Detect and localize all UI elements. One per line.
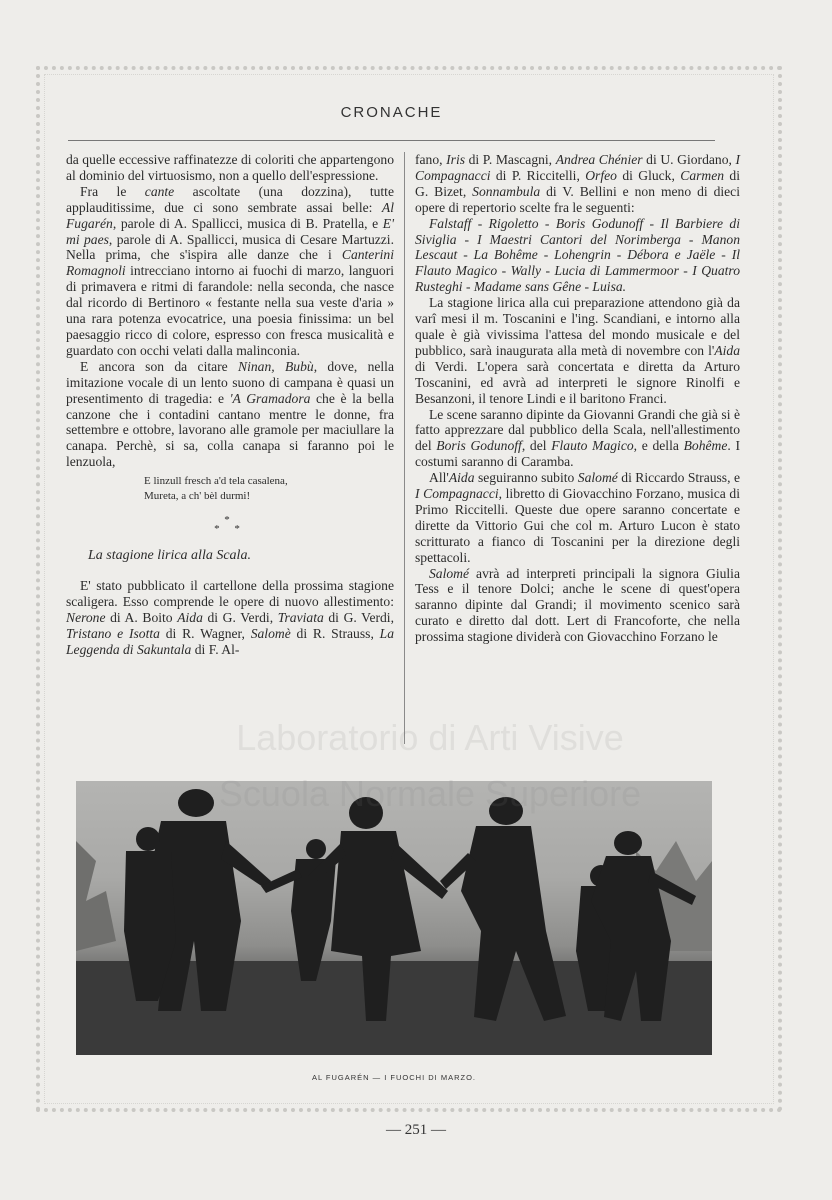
verse-quote bbox=[144, 474, 394, 504]
paragraph: Fra le cante ascoltate (una dozzina), tutte applauditissime, due ci sono sembrate assai belle: Al Fugarén, parole di A. Spallicci, musica di B. Pratella, e E' mi paes, parole di A. Spallicci, musica di Cesare Martuzzi. Nella prima, che s'ispira alle danze che i Canterini Romagnoli intrecciano intorno ai fuochi di marzo, languori di primavera e ritmi di farandole: nella seconda, che nasce dal ricordo di Bertinoro « festante nella sua veste d'aria » una rara potenza evocatrice, una poesia finissima: un bel paesaggio ricco di colore, espresso con fresca musicalità e guardato con occhi velati dalla malinconia. bbox=[66, 183, 394, 358]
right-column bbox=[415, 152, 740, 645]
column-divider bbox=[404, 152, 405, 744]
page-number: — 251 — bbox=[386, 1122, 446, 1138]
paragraph: E' stato pubblicato il cartellone della prossima stagione scaligera. Esso comprende le opere di nuovo allestimento: Nerone di A. Boito Aida di G. Verdi, Traviata di G. Verdi, Tristano e Isotta di R. Wagner, Salomè di R. Strauss, La Leggenda di Sakuntala di F. Al- bbox=[66, 578, 394, 657]
photo-caption: AL FUGARÉN — I FUOCHI DI MARZO. bbox=[311, 1073, 477, 1082]
left-column bbox=[66, 152, 394, 658]
paragraph: da quelle eccessive raffinatezze di coloriti che appartengono al dominio del virtuosismo, non a quello dell'espressione. bbox=[66, 152, 394, 183]
paragraph: La stagione lirica alla cui preparazione attendono già da varî mesi il m. Toscanini e l'ing. Scandiani, e intorno alla quale è già vivissima l'attesa del mondo musicale e del pubblico, sarà inaugurata alla metà di novembre con l'Aida di Verdi. L'opera sarà concertata e diretta da Arturo Toscanini, ed avrà ad interpreti le signore Rinolfi e Besanzoni, il tenore Lindi e il baritono Franci. bbox=[415, 295, 740, 406]
paragraph: Salomé avrà ad interpreti principali la signora Giulia Tess e il tenore Dolci; anche le scene di quest'opera saranno dipinte dal Grandi; il movimento scenico sarà curato e diretto dal dott. Lert di Francoforte, che nella prossima stagione dividerà con Giovacchino Forzano le bbox=[415, 565, 740, 645]
header-rule bbox=[68, 140, 715, 141]
watermark-line: Laboratorio di Arti Visive bbox=[236, 717, 624, 758]
asterism: * * * bbox=[214, 514, 246, 536]
paragraph: E ancora son da citare Ninan, Bubù, dove, nella imitazione vocale di un lento suono di campana è quasi un presentimento di tragedia: e 'A Gramadora che è la bella canzone che i contadini cantano mentre le donne, fra settembre e ottobre, lavorano alle gramole per maciullare la canapa. Perchè, si sa, colla canapa si faranno poi le lenzuola, bbox=[66, 358, 394, 470]
paragraph: Le scene saranno dipinte da Giovanni Grandi che già si è fatto apprezzare dal pubblico della Scala, nell'allestimento del Boris Godunoff, del Flauto Magico, e della Bohême. I costumi saranno di Caramba. bbox=[415, 406, 741, 470]
watermark-line: Scuola Normale Superiore bbox=[218, 773, 642, 814]
running-header: CRONACHE bbox=[340, 104, 443, 121]
paragraph: fano, Iris di P. Mascagni, Andrea Chénier di U. Giordano, I Compagnacci di P. Riccitelli, Orfeo di Gluck, Carmen di G. Bizet, Sonnambula di V. Bellini e non meno di dieci opere di repertorio scelte fra le seguenti: bbox=[415, 152, 741, 215]
section-title: La stagione lirica alla Scala. bbox=[88, 548, 251, 564]
verse-line: Mureta, a ch' bèl durmi! bbox=[144, 490, 251, 503]
verse-line: E linzull fresch a'd tela casalena, bbox=[144, 475, 288, 488]
photograph-dancers-around-fire bbox=[76, 781, 712, 1055]
repertoire-list: Falstaff - Rigoletto - Boris Godunoff - Il Barbiere di Siviglia - I Maestri Cantori del Norimberga - Manon Lescaut - La Bohême - Lohengrin - Débora e Jaële - Il Flauto Magico - Wally - Lucia di Lammermoor - I Quatro Rusteghi - Madame sans Gêne - Luisa. bbox=[415, 215, 740, 295]
photo-silhouettes bbox=[76, 781, 712, 1055]
paragraph: All'Aida seguiranno subito Salomé di Riccardo Strauss, e I Compagnacci, libretto di Giovacchino Forzano, musica di Primo Riccitelli. Queste due opere saranno concertate e dirette da Vittorio Gui che col m. Arturo Lucon è stato scritturato a fianco di Toscanini per la direzione degli spettacoli. bbox=[415, 470, 741, 565]
